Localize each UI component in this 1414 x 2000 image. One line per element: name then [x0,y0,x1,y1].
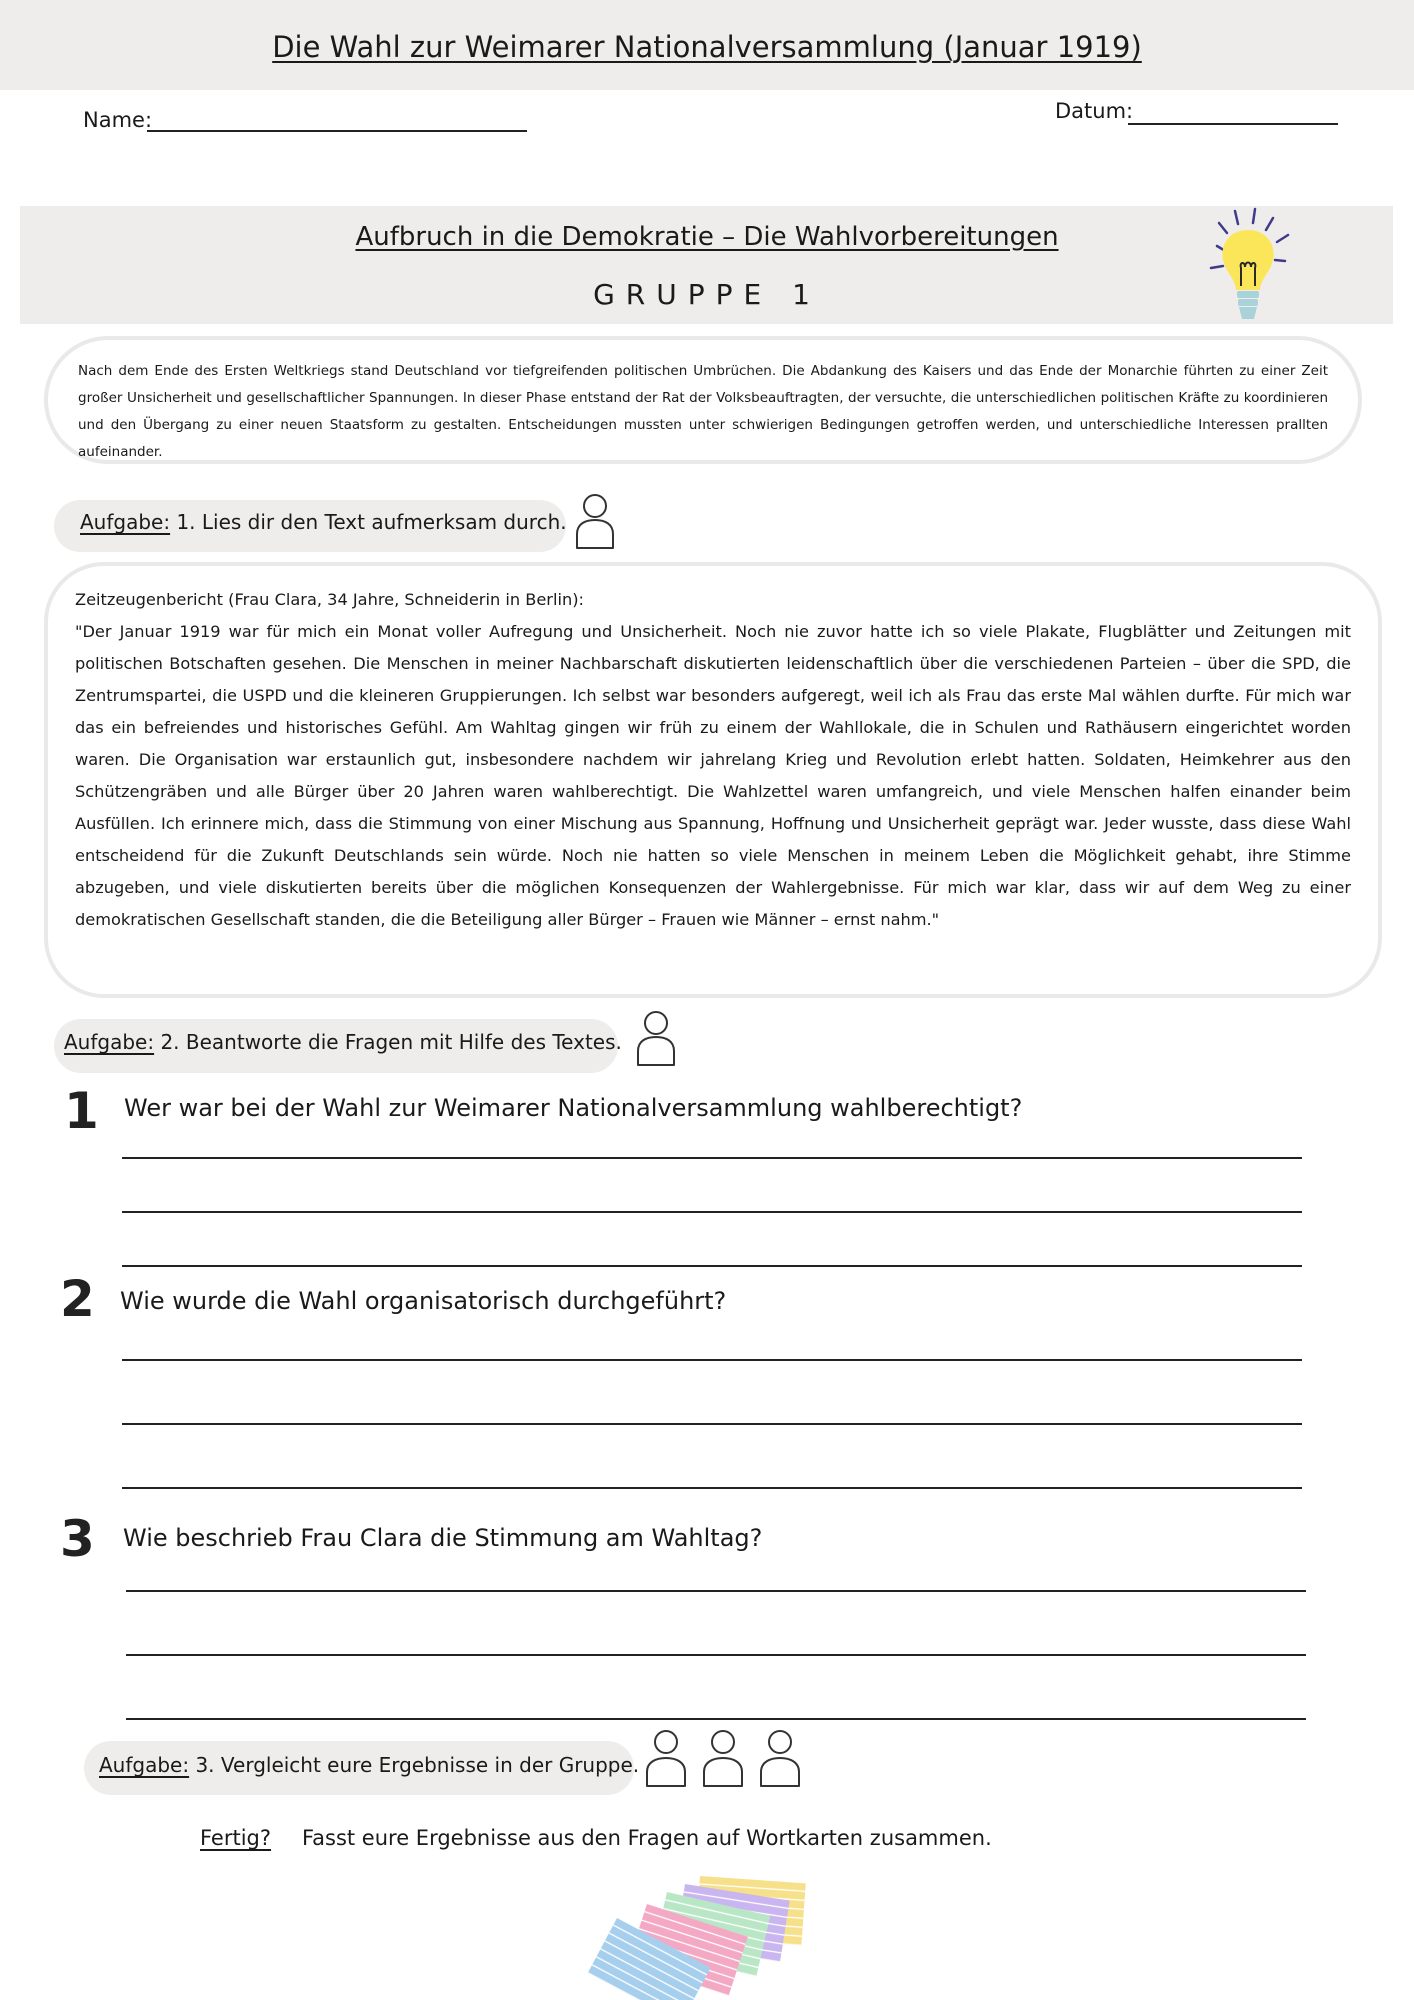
answer-line[interactable] [126,1718,1306,1720]
task2-text: 2. Beantworte die Fragen mit Hilfe des Textes. [154,1030,622,1054]
group-people-icon [644,1728,804,1790]
done-label: Fertig? [200,1826,272,1850]
person-icon [634,1009,678,1069]
answer-line[interactable] [122,1423,1302,1425]
answer-line[interactable] [126,1590,1306,1592]
name-field-line[interactable] [147,130,527,132]
date-label: Datum: [1055,99,1134,123]
task2-label: Aufgabe: [64,1030,155,1054]
answer-line[interactable] [122,1265,1302,1267]
question-2-text: Wie wurde die Wahl organisatorisch durchgeführt? [120,1287,727,1315]
report-heading: Zeitzeugenbericht (Frau Clara, 34 Jahre, Schneiderin in Berlin): [75,590,584,609]
worksheet-title: Die Wahl zur Weimarer Nationalversammlung (Januar 1919) [272,30,1142,64]
section-title: Aufbruch in die Demokratie – Die Wahlvorbereitungen [355,222,1059,252]
question-3-text: Wie beschrieb Frau Clara die Stimmung am Wahltag? [123,1524,763,1552]
answer-line[interactable] [122,1211,1302,1213]
intro-text-box [44,336,1362,464]
task1-text: 1. Lies dir den Text aufmerksam durch. [170,510,567,534]
answer-line[interactable] [122,1487,1302,1489]
question-1-number: 1 [64,1082,99,1140]
task3-text: 3. Vergleicht eure Ergebnisse in der Gruppe. [189,1753,640,1777]
question-1-text: Wer war bei der Wahl zur Weimarer Nationalversammlung wahlberechtigt? [124,1094,1023,1122]
group-label: GRUPPE 1 [593,278,821,311]
name-label: Name: [83,108,153,132]
task2-instruction [64,1030,622,1054]
task3-instruction [99,1753,639,1777]
date-field-line[interactable] [1128,123,1338,125]
report-text: "Der Januar 1919 war für mich ein Monat voller Aufregung und Unsicherheit. Noch nie zuvor hatte ich so viele Plakate, Flugblätter und Zeitungen mit politischen Botschaften gesehen. Die Menschen in meiner Nachbarschaft diskutierten leidenschaftlich über die verschiedenen Parteien – über die SPD, die Zentrumspartei, die USPD und die kleineren Gruppierungen. Ich selbst war besonders aufgeregt, weil ich als Frau das erste Mal wählen durfte. Für mich war das ein befreiendes und historisches Gefühl. Am Wahltag gingen wir früh zu einem der Wahllokale, die in Schulen und Rathäusern eingerichtet worden waren. Die Organisation war erstaunlich gut, insbesondere nachdem wir jahrelang Krieg und Revolution erlebt hatten. Soldaten, Heimkehrer aus den Schützengräben und alle Bürger über 20 Jahren waren wahlberechtigt. Die Wahlzettel waren umfangreich, und viele Menschen halfen einander beim Ausfüllen. Ich erinnere mich, dass die Stimmung von einer Mischung aus Spannung, Hoffnung und Unsicherheit geprägt war. Jeder wusste, dass diese Wahl entscheidend für die Zukunft Deutschlands sein würde. Noch nie hatten so viele Menschen in meinem Leben die Möglichkeit gehabt, ihre Stimme abzugeben, und viele diskutierten bereits über die möglichen Konsequenzen der Wahlergebnisse. Für mich war klar, dass wir auf dem Weg zu einer demokratischen Gesellschaft standen, die die Beteiligung aller Bürger – Frauen wie Männer – ernst nahm." [75,622,1351,929]
answer-line[interactable] [122,1157,1302,1159]
done-text: Fasst eure Ergebnisse aus den Fragen auf Wortkarten zusammen. [302,1826,992,1850]
intro-text: Nach dem Ende des Ersten Weltkriegs stand Deutschland vor tiefgreifenden politischen Umbrüchen. Die Abdankung des Kaisers und das Ende der Monarchie führten zu einer Zeit großer Unsicherheit und gesellschaftlicher Spannungen. In dieser Phase entstand der Rat der Volksbeauftragten, der versuchte, die unterschiedlichen politischen Kräfte zu koordinieren und den Übergang zu einer neuen Staatsform zu gestalten. Entscheidungen mussten unter schwierigen Bedingungen getroffen werden, und unterschiedliche Interessen prallten aufeinander. [78,363,1328,460]
task1-label: Aufgabe: [80,510,171,534]
answer-line[interactable] [122,1359,1302,1361]
question-2-number: 2 [60,1270,95,1328]
question-3-number: 3 [60,1510,95,1568]
lightbulb-icon [1193,206,1303,326]
task1-instruction [80,510,567,534]
person-icon [573,492,617,552]
answer-line[interactable] [126,1654,1306,1656]
task3-label: Aufgabe: [99,1753,190,1777]
word-cards-icon [585,1862,825,2000]
eyewitness-report-box [44,562,1382,998]
